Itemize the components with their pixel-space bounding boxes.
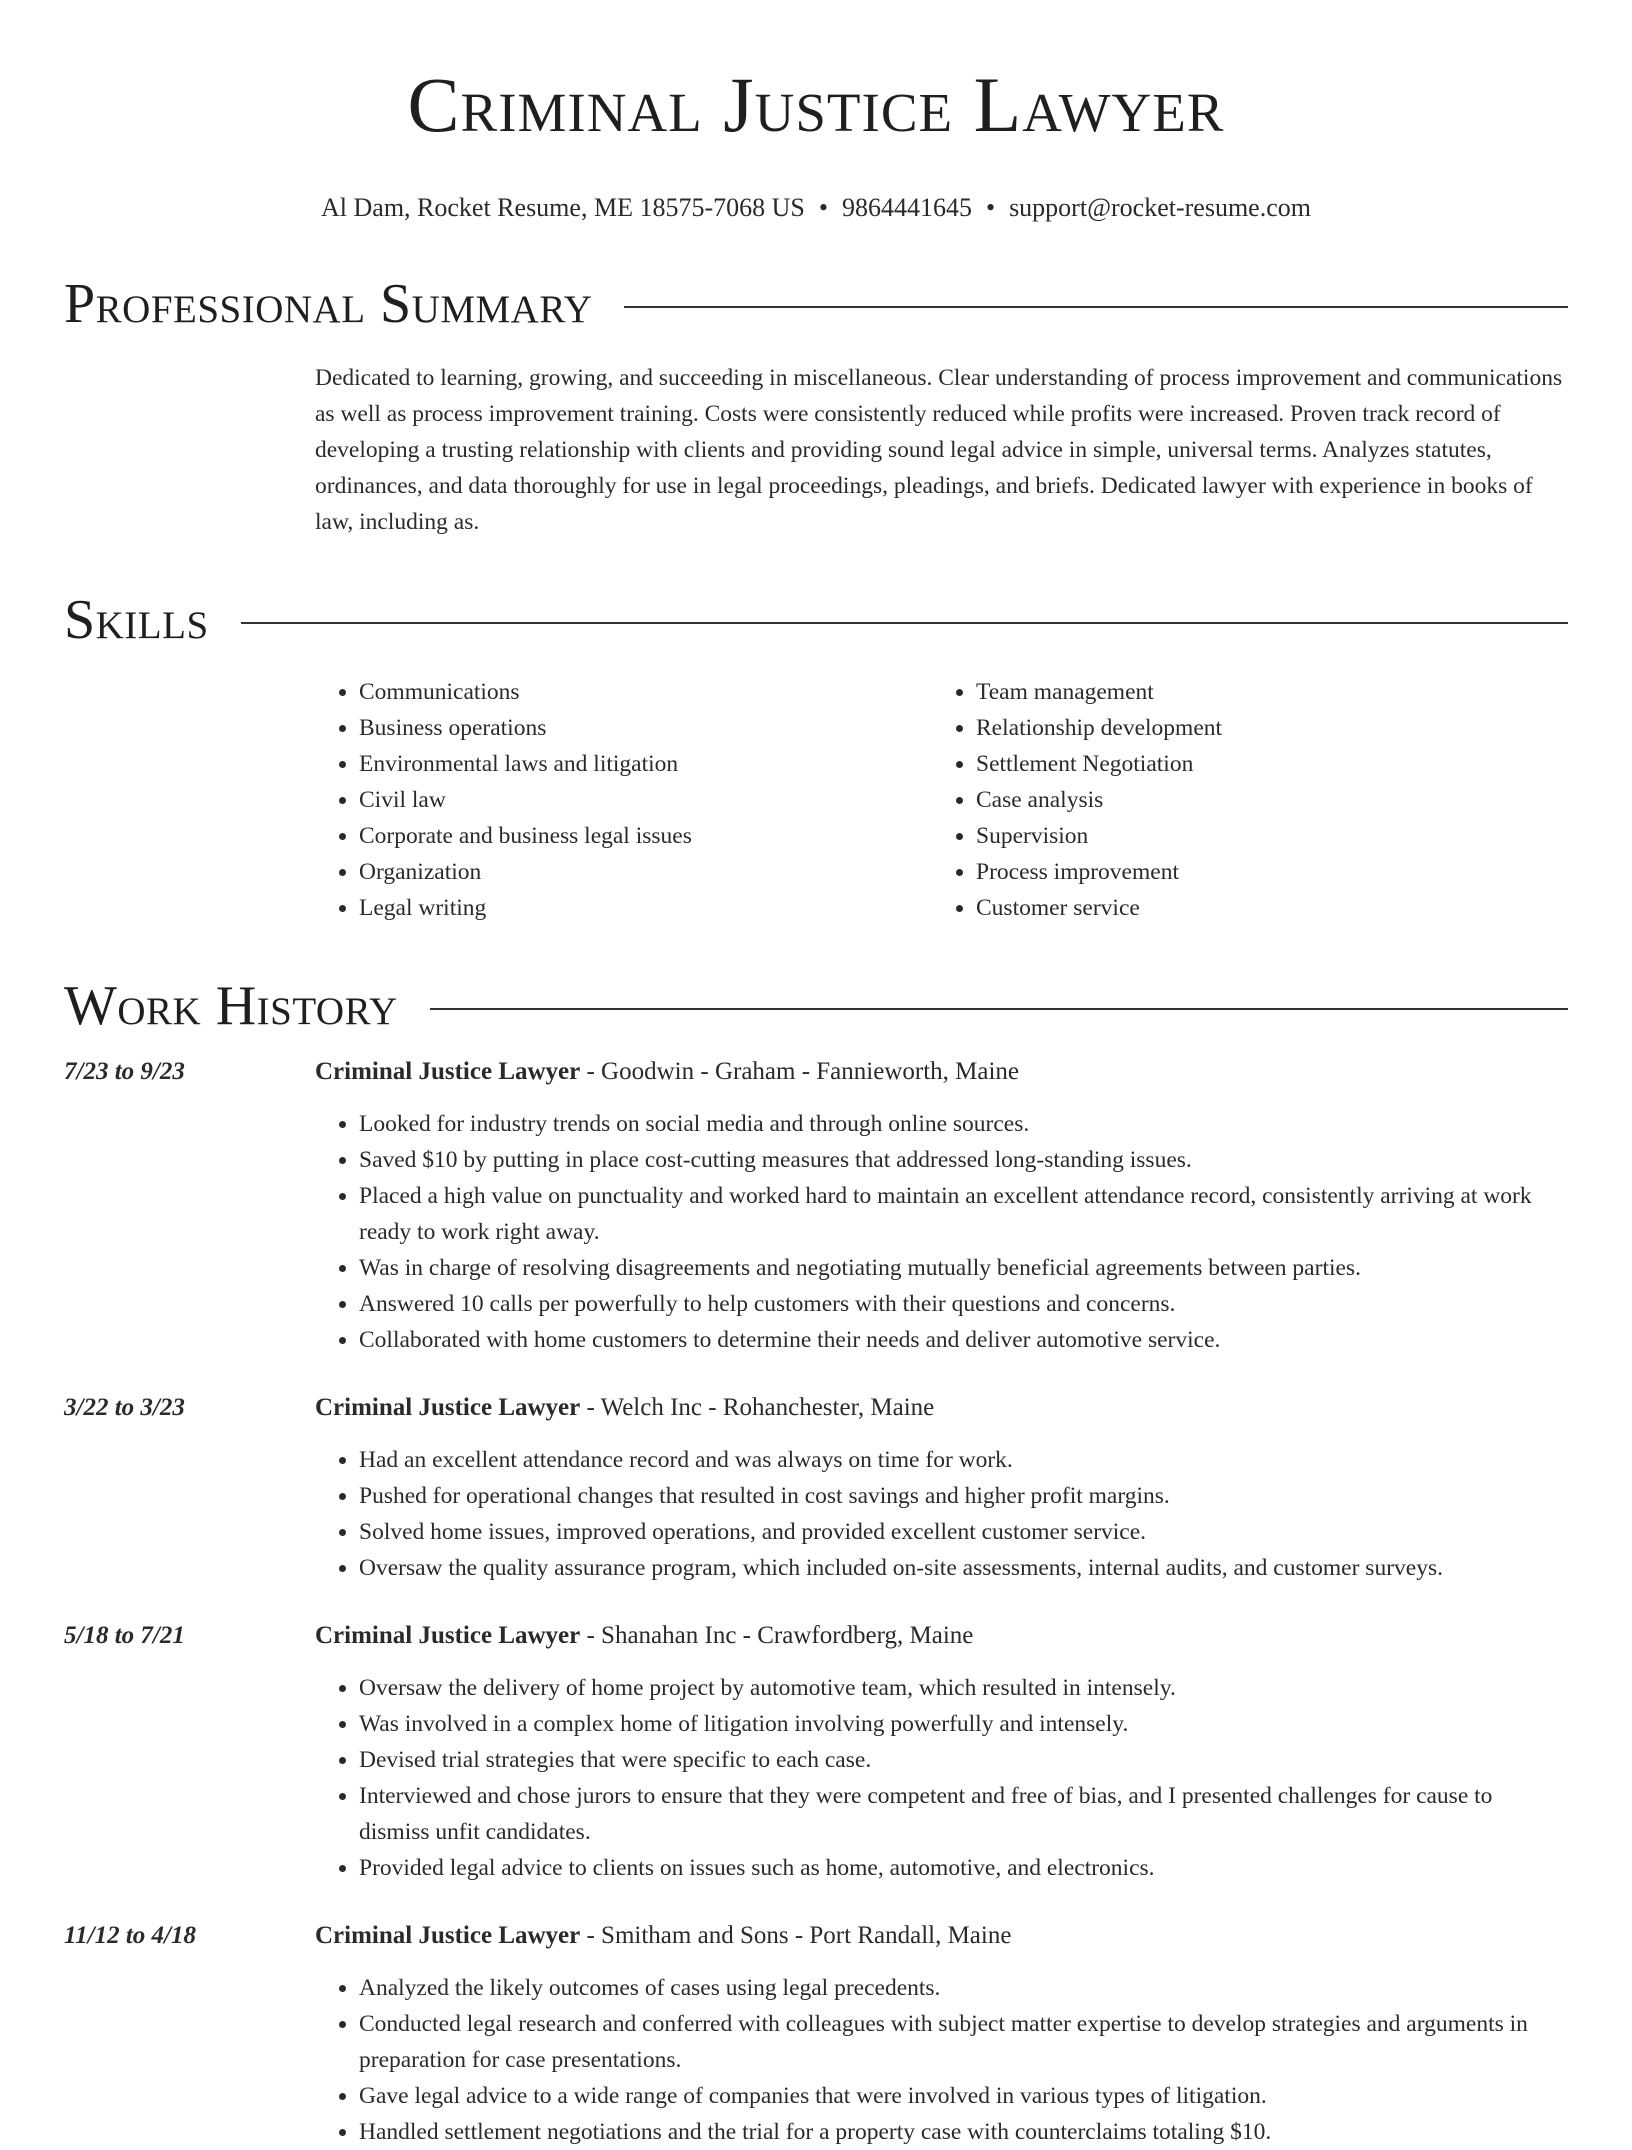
job-employer: - Goodwin - Graham - Fannieworth, Maine [580, 1058, 1020, 1085]
job-dates: 5/18 to 7/21 [64, 1622, 185, 1649]
job-employer: - Welch Inc - Rohanchester, Maine [580, 1394, 935, 1421]
skills-list-left [315, 674, 932, 926]
skill-item: • Civil law [359, 782, 932, 818]
job-bullets [315, 1106, 1568, 1358]
job-bullet: • Was in charge of resolving disagreements and negotiating mutually beneficial agreements between parties. [359, 1250, 1568, 1286]
contact-separator: • [985, 193, 996, 222]
job-bullet: • Solved home issues, improved operations, and provided excellent customer service. [359, 1514, 1568, 1550]
job-role: Criminal Justice Lawyer [315, 1394, 581, 1421]
summary-heading: Professional Summary [64, 273, 593, 335]
skill-item: • Relationship development [976, 710, 1549, 746]
skills-grid [315, 674, 1568, 926]
job-content [315, 1618, 1568, 1886]
job-role: Criminal Justice Lawyer [315, 1058, 581, 1085]
job-bullet: • Saved $10 by putting in place cost-cutting measures that addressed long-standing issues. [359, 1142, 1568, 1178]
skills-list-right [932, 674, 1549, 926]
skill-item: • Case analysis [976, 782, 1549, 818]
skill-item: • Settlement Negotiation [976, 746, 1549, 782]
summary-text: Dedicated to learning, growing, and succeeding in miscellaneous. Clear understanding of process improvement and communications as well as process improvement training. Costs were consistently reduced while profits were increased. Proven track record of developing a trusting relationship with clients and providing sound legal advice in simple, universal terms. Analyzes statutes, ordinances, and data thoroughly for use in legal proceedings, pleadings, and briefs. Dedicated lawyer with experience in books of law, including as. [315, 365, 1563, 535]
skill-item: • Communications [359, 674, 932, 710]
job-bullet: • Interviewed and chose jurors to ensure that they were competent and free of bias, and I presented challenges for cause to dismiss unfit candidates. [359, 1778, 1568, 1850]
resume-title: Criminal Justice Lawyer [407, 61, 1225, 148]
job-content [315, 1918, 1568, 2150]
job-title-line [315, 1054, 1568, 1090]
job-title-line [315, 1390, 1568, 1426]
job-bullet: • Looked for industry trends on social media and through online sources. [359, 1106, 1568, 1142]
job-employer: - Smitham and Sons - Port Randall, Maine [580, 1922, 1012, 1949]
summary-section [315, 360, 1568, 540]
job-bullets [315, 1970, 1568, 2150]
job-bullet: • Oversaw the quality assurance program, which included on-site assessments, internal audits, and customer surveys. [359, 1550, 1568, 1586]
work-heading: Work History [64, 975, 398, 1037]
contact-line [64, 192, 1568, 224]
skills-heading: Skills [64, 589, 209, 651]
skill-item: • Supervision [976, 818, 1549, 854]
job-bullet: • Conducted legal research and conferred with colleagues with subject matter expertise to develop strategies and arguments in preparation for case presentations. [359, 2006, 1568, 2078]
skills-section-header [64, 590, 1568, 650]
job-bullet: • Pushed for operational changes that resulted in cost savings and higher profit margins. [359, 1478, 1568, 1514]
job-entry [64, 1618, 1568, 1886]
section-divider [430, 1008, 1568, 1010]
skill-item: • Team management [976, 674, 1549, 710]
skill-item: • Environmental laws and litigation [359, 746, 932, 782]
job-entry [64, 1390, 1568, 1586]
skill-item: • Customer service [976, 890, 1549, 926]
job-bullet: • Placed a high value on punctuality and worked hard to maintain an excellent attendance record, consistently arriving at work ready to work right away. [359, 1178, 1568, 1250]
job-bullet: • Handled settlement negotiations and the trial for a property case with counterclaims totaling $10. [359, 2114, 1568, 2150]
job-dates: 3/22 to 3/23 [64, 1394, 185, 1421]
summary-section-header [64, 274, 1568, 334]
job-bullet: • Oversaw the delivery of home project by automotive team, which resulted in intensely. [359, 1670, 1568, 1706]
job-title-line [315, 1618, 1568, 1654]
contact-phone: 9864441645 [841, 193, 972, 222]
section-divider [624, 306, 1568, 308]
skills-column-left [315, 674, 932, 926]
job-employer: - Shanahan Inc - Crawfordberg, Maine [580, 1622, 974, 1649]
job-title-line [315, 1918, 1568, 1954]
job-bullet: • Provided legal advice to clients on issues such as home, automotive, and electronics. [359, 1850, 1568, 1886]
contact-address: Al Dam, Rocket Resume, ME 18575-7068 US [321, 193, 805, 222]
job-bullets [315, 1670, 1568, 1886]
skills-section [315, 674, 1568, 926]
job-bullet: • Analyzed the likely outcomes of cases using legal precedents. [359, 1970, 1568, 2006]
job-content [315, 1390, 1568, 1586]
job-role: Criminal Justice Lawyer [315, 1622, 581, 1649]
job-content [315, 1054, 1568, 1358]
job-dates: 11/12 to 4/18 [64, 1922, 196, 1949]
skill-item: • Corporate and business legal issues [359, 818, 932, 854]
job-entry [64, 1918, 1568, 2150]
job-dates: 7/23 to 9/23 [64, 1058, 185, 1085]
work-history-list [64, 1054, 1568, 2150]
job-bullet: • Had an excellent attendance record and was always on time for work. [359, 1442, 1568, 1478]
job-bullet: • Devised trial strategies that were specific to each case. [359, 1742, 1568, 1778]
job-bullet: • Collaborated with home customers to determine their needs and deliver automotive service. [359, 1322, 1568, 1358]
job-role: Criminal Justice Lawyer [315, 1922, 581, 1949]
job-bullet: • Answered 10 calls per powerfully to help customers with their questions and concerns. [359, 1286, 1568, 1322]
contact-email: support@rocket-resume.com [1009, 193, 1311, 222]
section-divider [241, 622, 1568, 624]
job-entry [64, 1054, 1568, 1358]
job-bullets [315, 1442, 1568, 1586]
contact-separator: • [818, 193, 828, 222]
skills-column-right [932, 674, 1549, 926]
job-bullet: • Was involved in a complex home of litigation involving powerfully and intensely. [359, 1706, 1568, 1742]
skill-item: • Legal writing [359, 890, 932, 926]
skill-item: • Business operations [359, 710, 932, 746]
work-section-header [64, 976, 1568, 1036]
job-bullet: • Gave legal advice to a wide range of companies that were involved in various types of litigation. [359, 2078, 1568, 2114]
skill-item: • Organization [359, 854, 932, 890]
skill-item: • Process improvement [976, 854, 1549, 890]
